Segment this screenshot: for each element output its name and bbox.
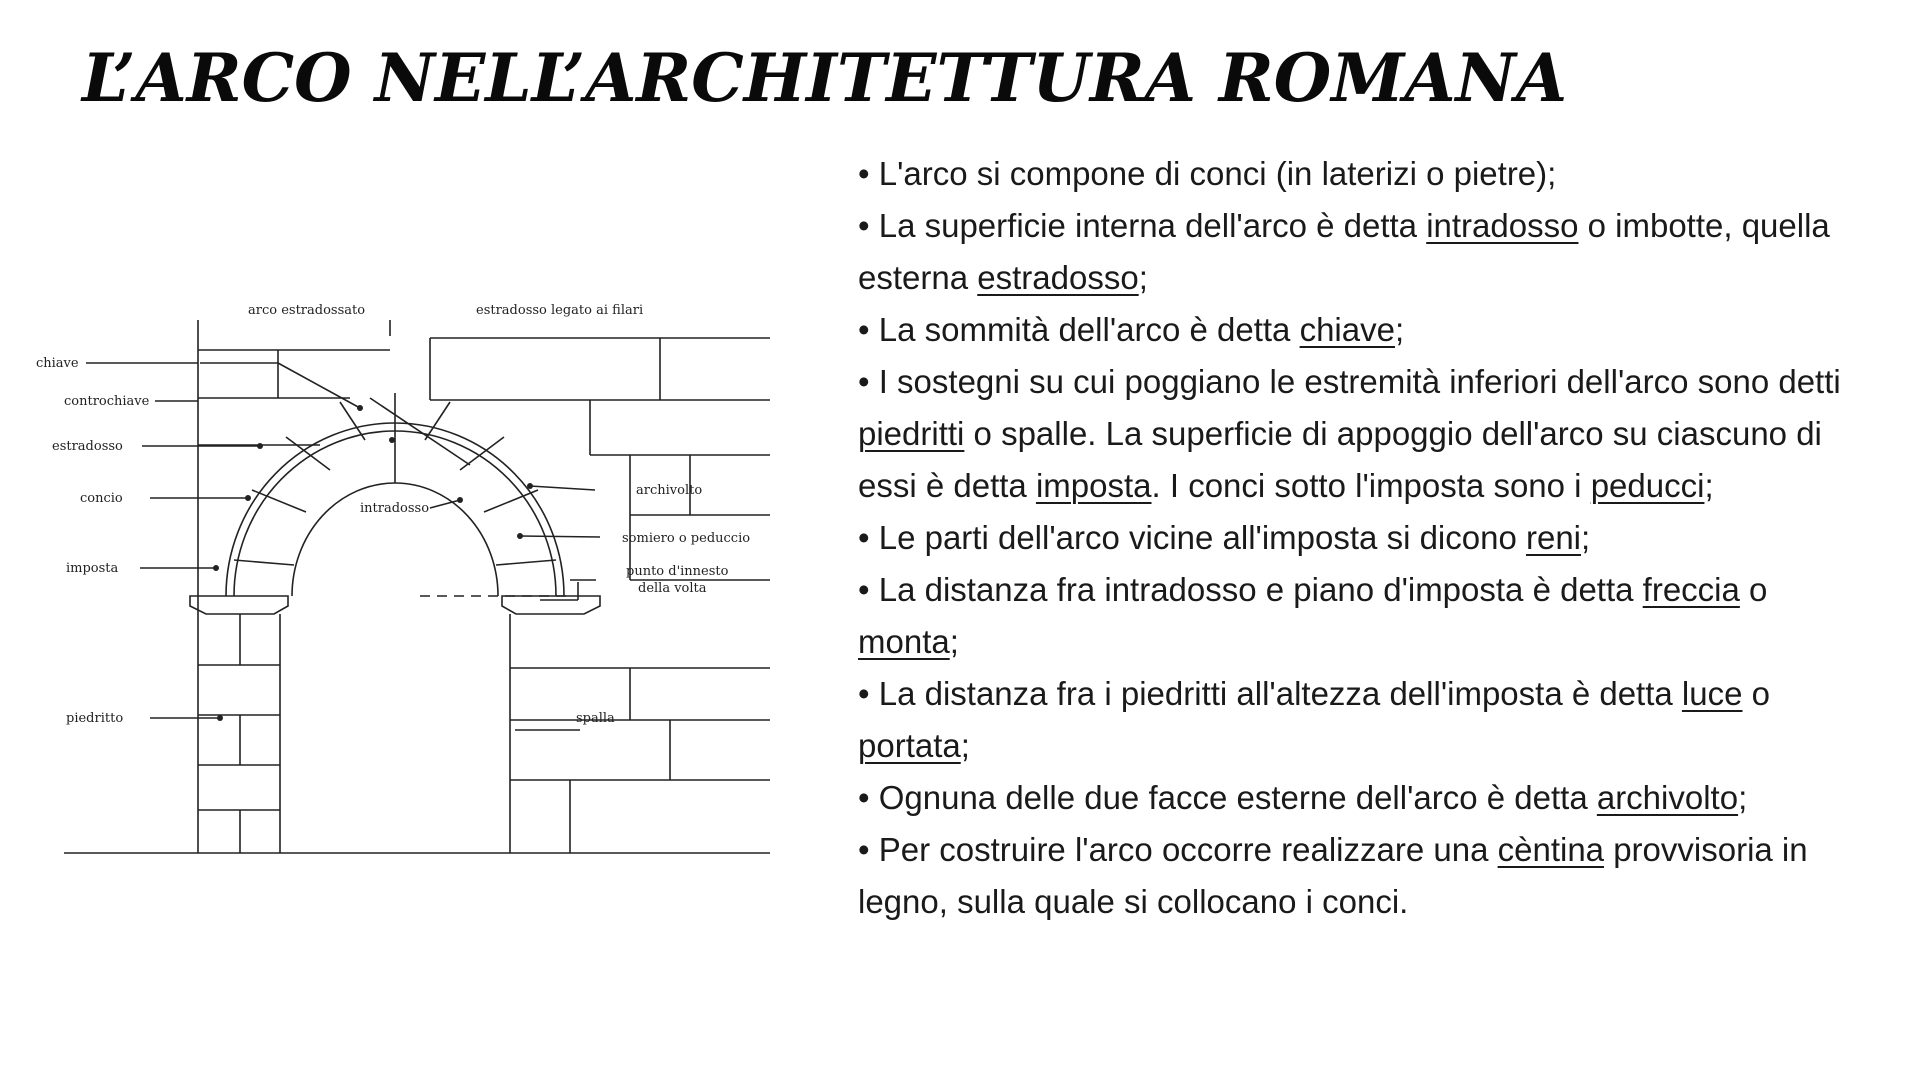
label-spalla: spalla (576, 711, 615, 726)
bullet-text: • I sostegni su cui poggiano le estremità inferiori dell'arco sono detti (858, 363, 1841, 400)
underlined-term: archivolto (1596, 779, 1739, 816)
underlined-term: portata (858, 727, 961, 764)
label-chiave: chiave (36, 356, 79, 371)
underlined-term: luce (1681, 675, 1743, 712)
bullet-text: o spalle. La superficie di appoggio dell'arco su ciascuno di essi è detta (858, 415, 1822, 504)
bullet-list (858, 148, 1868, 928)
label-punto-innesto-2: della volta (638, 581, 707, 596)
bullet-text: o (1739, 571, 1768, 608)
bullet-item (858, 356, 1868, 512)
bullet-text: ; (1394, 311, 1405, 348)
bullet-text: • Per costruire l'arco occorre realizzare una (858, 831, 1498, 868)
arch-diagram (30, 290, 820, 860)
bullet-item (858, 564, 1868, 668)
underlined-term: reni (1525, 519, 1582, 556)
label-intradosso: intradosso (360, 501, 430, 516)
bullet-text: ; (1738, 779, 1748, 816)
label-concio: concio (80, 491, 123, 506)
label-arco-estradossato: arco estradossato (248, 303, 366, 318)
underlined-term: intradosso (1426, 207, 1579, 244)
label-imposta: imposta (66, 561, 119, 576)
label-estradosso: estradosso (52, 439, 123, 454)
bullet-item (858, 304, 1868, 356)
bullet-text: ; (949, 623, 959, 660)
bullet-text: o imbotte, quella esterna (858, 207, 1830, 296)
label-somiero: somiero o peduccio (622, 531, 751, 546)
bullet-text: • Ognuna delle due facce esterne dell'arco è detta (858, 779, 1597, 816)
underlined-term: peducci (1590, 467, 1705, 504)
bullet-text: ; (1704, 467, 1714, 504)
bullet-text: • L'arco si compone di conci (in laterizi o pietre); (858, 155, 1557, 192)
bullet-item (858, 512, 1868, 564)
underlined-term: chiave (1299, 311, 1395, 348)
underlined-term: cèntina (1497, 831, 1605, 868)
bullet-item (858, 668, 1868, 772)
page-title: L’ARCO NELL’ARCHITETTURA ROMANA (82, 39, 1568, 117)
bullet-item (858, 824, 1868, 928)
bullet-text: • La sommità dell'arco è detta (858, 311, 1300, 348)
label-punto-innesto-1: punto d'innesto (626, 564, 729, 579)
bullet-text: ; (960, 727, 970, 764)
bullet-item (858, 148, 1868, 200)
bullet-text: provvisoria in legno, sulla quale si collocano i conci. (858, 831, 1808, 920)
bullet-text: ; (1138, 259, 1148, 296)
underlined-term: imposta (1035, 467, 1152, 504)
bullet-text: . I conci sotto l'imposta sono i (1151, 467, 1591, 504)
bullet-item (858, 772, 1868, 824)
bullet-text: • La superficie interna dell'arco è detta (858, 207, 1427, 244)
bullet-text: • La distanza fra intradosso e piano d'imposta è detta (858, 571, 1643, 608)
label-archivolto: archivolto (636, 483, 703, 498)
underlined-term: estradosso (977, 259, 1139, 296)
underlined-term: freccia (1642, 571, 1740, 608)
bullet-item (858, 200, 1868, 304)
label-controchiave: controchiave (64, 394, 150, 409)
label-estradosso-legato: estradosso legato ai filari (476, 303, 644, 318)
bullet-text: • Le parti dell'arco vicine all'imposta si dicono (858, 519, 1526, 556)
label-piedritto: piedritto (66, 711, 124, 726)
bullet-text: o (1742, 675, 1770, 712)
underlined-term: piedritti (858, 415, 965, 452)
underlined-term: monta (858, 623, 950, 660)
bullet-text: ; (1581, 519, 1591, 556)
arch-diagram-svg (30, 290, 820, 860)
bullet-text: • La distanza fra i piedritti all'altezza dell'imposta è detta (858, 675, 1682, 712)
